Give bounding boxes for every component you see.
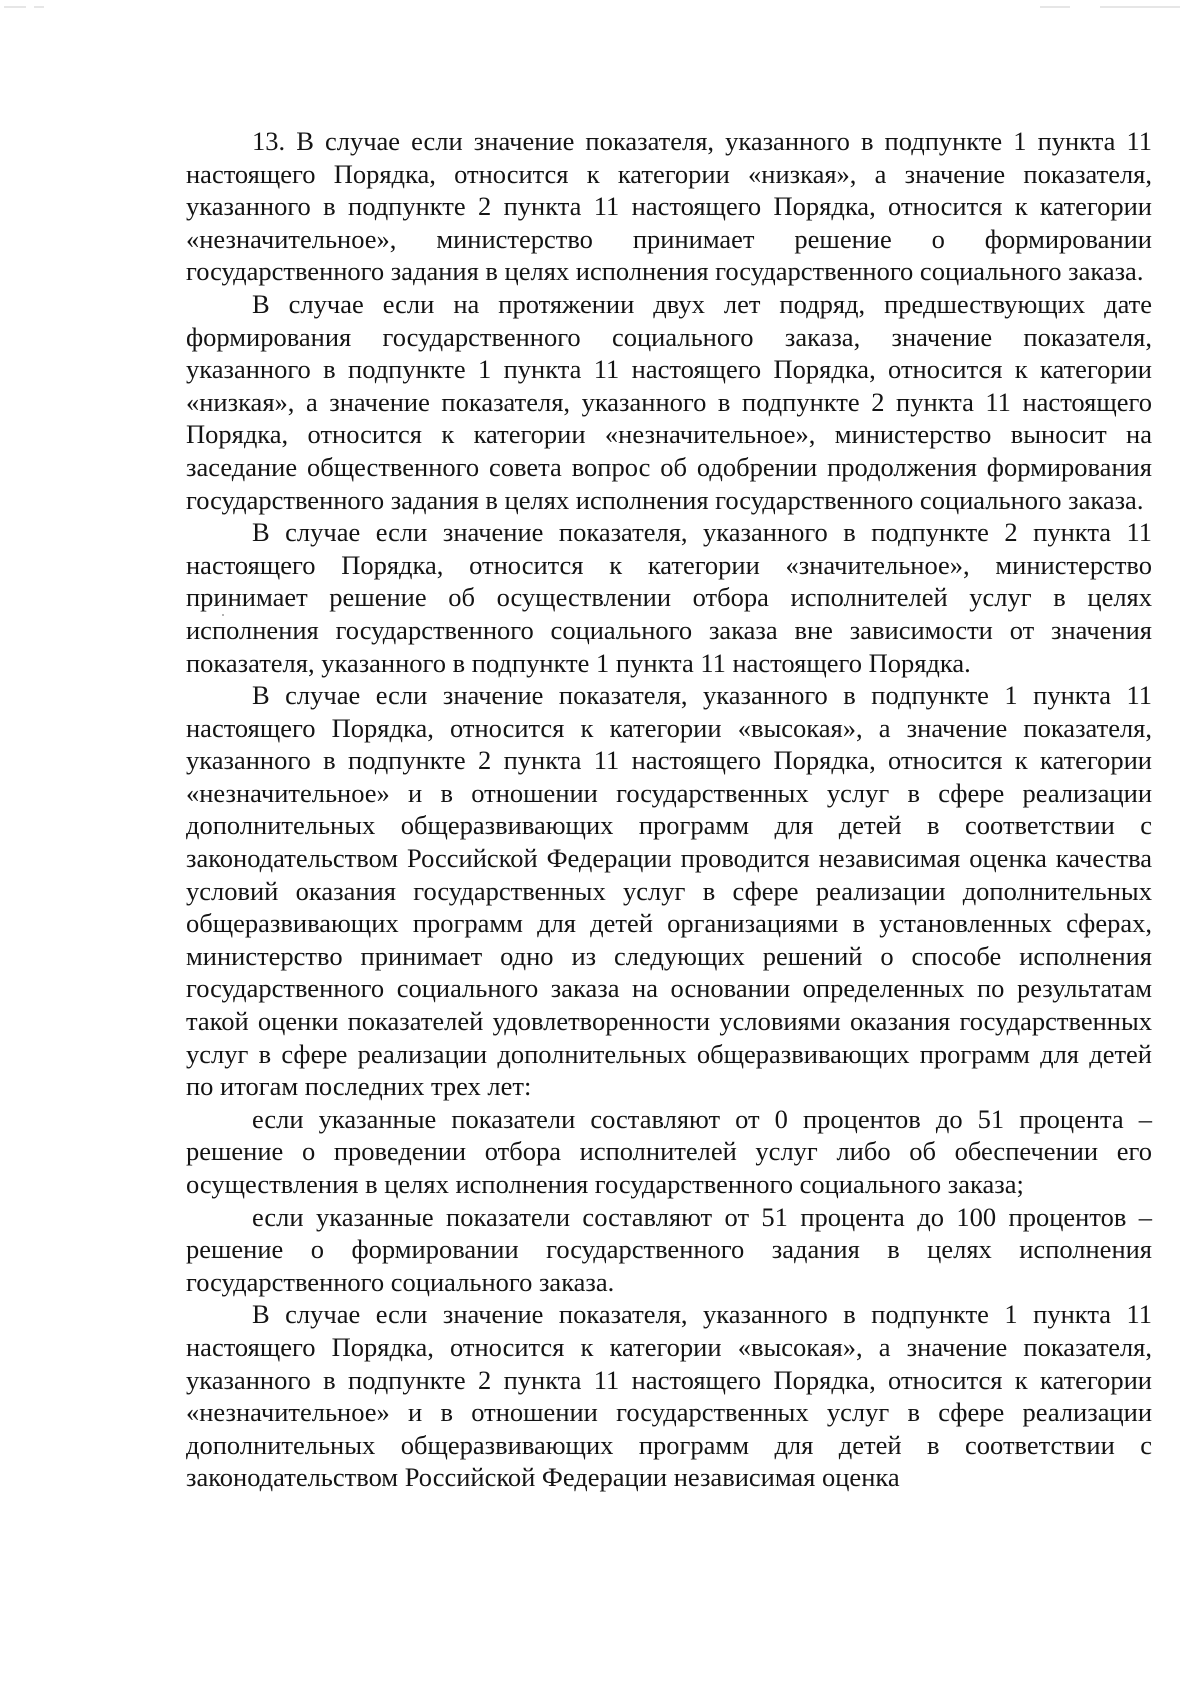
paragraph: В случае если значение показателя, указанного в подпункте 2 пункта 11 настоящего Порядка, относится к категории «значительное», министерство принимает решение об осуществлении отбора исполнителей услуг в целях исполнения государственного социального заказа вне зависимости от значения показателя, указанного в подпункте 1 пункта 11 настоящего Порядка. xyxy=(186,517,1152,678)
scan-artifact xyxy=(4,6,26,8)
scan-artifact xyxy=(34,6,44,8)
paragraph: В случае если значение показателя, указанного в подпункте 1 пункта 11 настоящего Порядка, относится к категории «высокая», а значение показателя, указанного в подпункте 2 пункта 11 настоящего Порядка, относится к категории «незначительное» и в отношении государственных услуг в сфере реализации дополнительных общеразвивающих программ для детей в соответствии с законодательством Российской Федерации независимая оценка xyxy=(186,1299,1152,1493)
list-item: если указанные показатели составляют от 51 процента до 100 процентов – решение о формировании государственного задания в целях исполнения государственного социального заказа. xyxy=(186,1201,1152,1297)
list-item: если указанные показатели составляют от 0 процентов до 51 процента – решение о проведении отбора исполнителей услуг либо об обеспечении его осуществления в целях исполнения государственного социального заказа; xyxy=(186,1103,1152,1199)
paragraph: В случае если значение показателя, указанного в подпункте 1 пункта 11 настоящего Порядка, относится к категории «высокая», а значение показателя, указанного в подпункте 2 пункта 11 настоящего Порядка, относится к категории «незначительное» и в отношении государственных услуг в сфере реализации дополнительных общеразвивающих программ для детей в соответствии с законодательством Российской Федерации проводится независимая оценка качества условий оказания государственных услуг в сфере реализации дополнительных общеразвивающих программ для детей организациями в установленных сферах, министерство принимает одно из следующих решений о способе исполнения государственного социального заказа на основании определенных по результатам такой оценки показателей удовлетворенности условиями оказания государственных услуг в сфере реализации дополнительных общеразвивающих программ для детей по итогам последних трех лет: xyxy=(186,680,1152,1102)
scan-artifact xyxy=(1100,6,1180,8)
paragraph: В случае если на протяжении двух лет подряд, предшествующих дате формирования государственного социального заказа, значение показателя, указанного в подпункте 1 пункта 11 настоящего Порядка, относится к категории «низкая», а значение показателя, указанного в подпункте 2 пункта 11 настоящего Порядка, относится к категории «незначительное», министерство выносит на заседание общественного совета вопрос об одобрении продолжения формирования государственного задания в целях исполнения государственного социального заказа. xyxy=(186,288,1152,515)
paragraph-13: 13. В случае если значение показателя, указанного в подпункте 1 пункта 11 настоящего Порядка, относится к категории «низкая», а значение показателя, указанного в подпункте 2 пункта 11 настоящего Порядка, относится к категории «незначительное», министерство принимает решение о формировании государственного задания в целях исполнения государственного социального заказа. xyxy=(186,126,1152,287)
scan-artifact xyxy=(1040,6,1070,8)
document-body xyxy=(186,125,1152,1494)
